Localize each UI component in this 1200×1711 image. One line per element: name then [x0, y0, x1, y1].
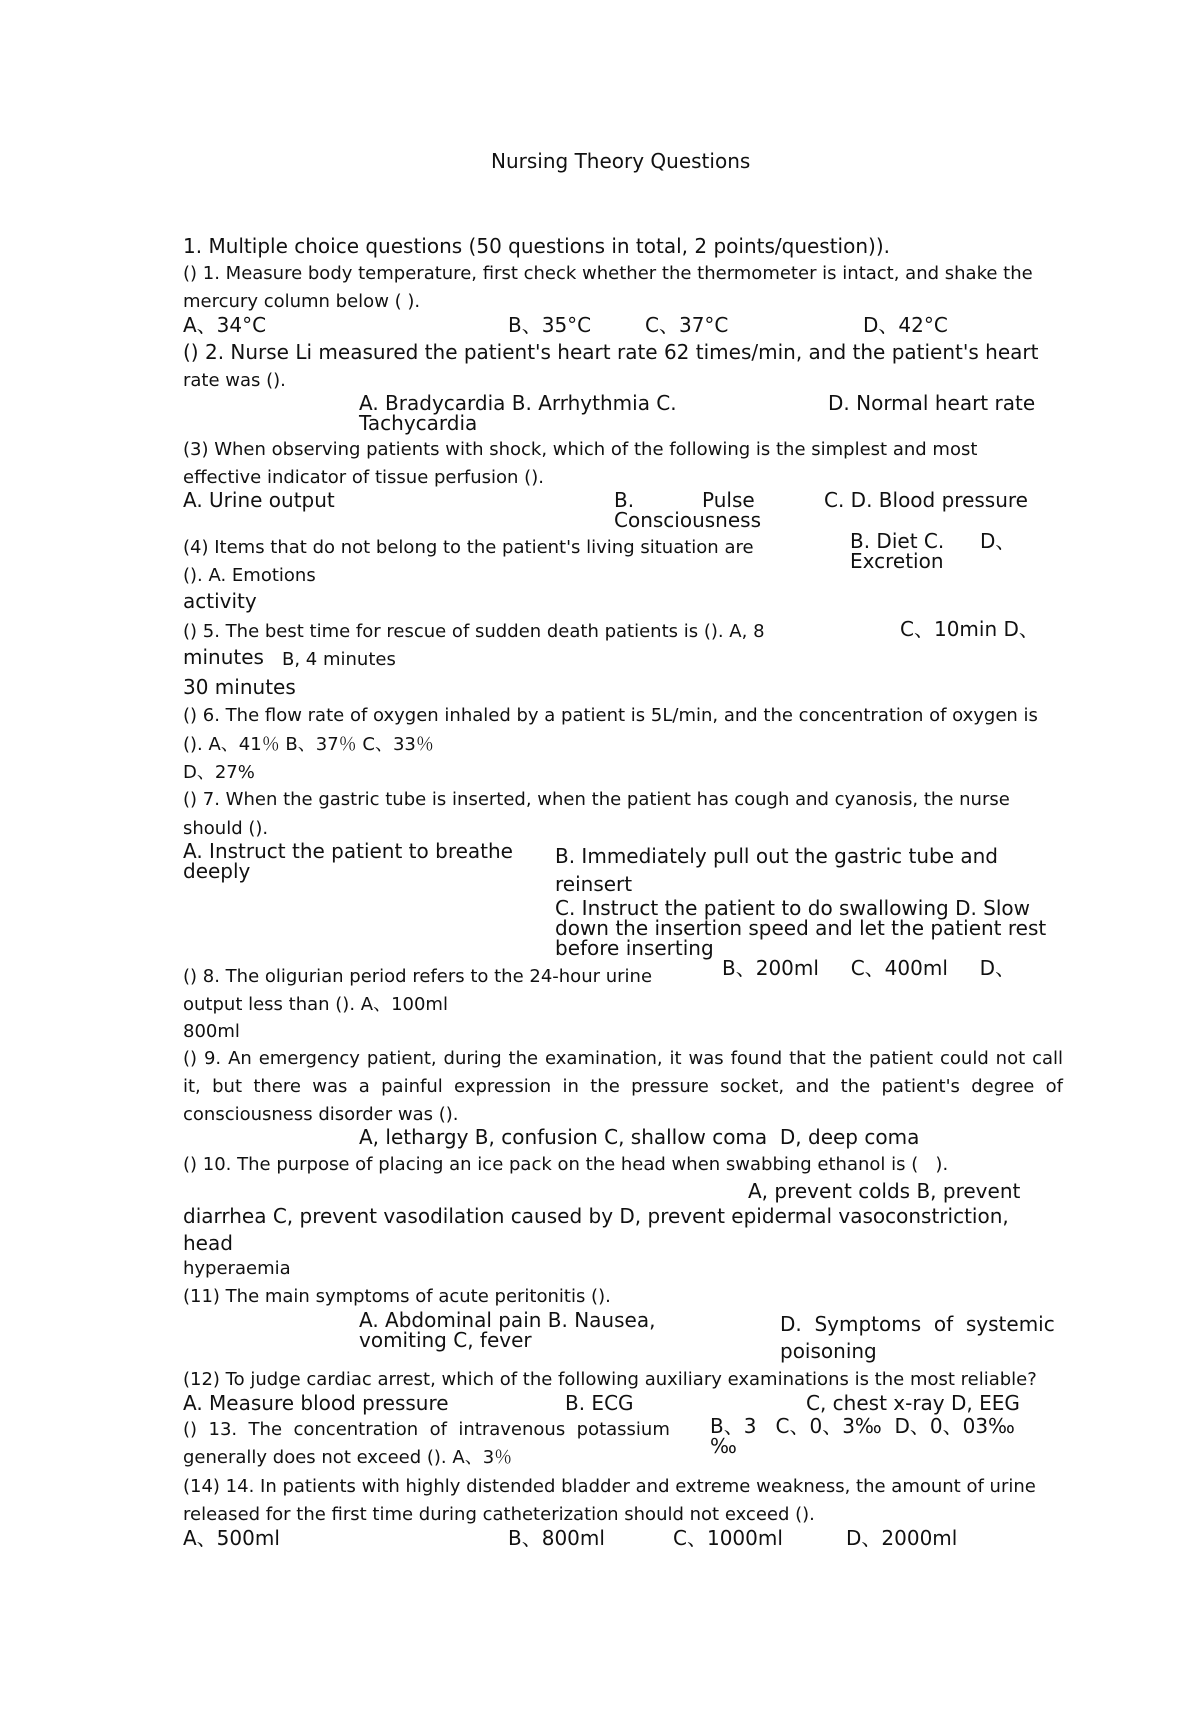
- question-2-stem-cont: rate was ().: [183, 370, 286, 391]
- question-12-stem: (12) To judge cardiac arrest, which of the following auxiliary examinations is the most reliable?: [183, 1369, 1037, 1390]
- question-4-stem: (4) Items that do not belong to the patient's living situation are: [183, 537, 754, 558]
- question-12-option-b: B. ECG: [565, 1391, 634, 1415]
- page-title: Nursing Theory Questions: [491, 149, 751, 173]
- question-5-option-b: B, 4 minutes: [282, 649, 396, 670]
- question-8-options-bcd: B、200ml C、400ml D、: [722, 956, 1016, 980]
- question-4-option-d: D、: [980, 529, 1016, 553]
- question-6-options-abc: (). A、41％ B、37％ C、33％: [183, 734, 434, 755]
- question-13-options-bcd: B、3 C、0、3‰ D、0、03‰: [710, 1414, 1015, 1438]
- question-8-stem: () 8. The oligurian period refers to the 24-hour urine: [183, 966, 653, 987]
- question-3-option-b: B.: [614, 488, 635, 512]
- question-7-option-b: B. Immediately pull out the gastric tube and: [555, 844, 998, 868]
- question-12-option-a: A. Measure blood pressure: [183, 1391, 449, 1415]
- question-1-stem: () 1. Measure body temperature, first check whether the thermometer is intact, and shake the: [183, 263, 1033, 284]
- question-9-stem: () 9. An emergency patient, during the examination, it was found that the patient could not call: [183, 1048, 1063, 1069]
- question-3-option-b-pulse: Pulse: [702, 488, 755, 512]
- question-1-option-b: B、35°C: [508, 313, 592, 337]
- question-14-option-b: B、800ml: [508, 1526, 605, 1550]
- question-14-option-a: A、500ml: [183, 1526, 280, 1550]
- question-8-option-d-cont: 800ml: [183, 1021, 240, 1042]
- question-7-option-c-cont: down the insertion speed and let the patient rest: [555, 916, 1047, 940]
- question-11-options-abc: A. Abdominal pain B. Nausea,: [359, 1308, 656, 1332]
- question-1-option-d: D、42°C: [863, 313, 948, 337]
- question-14-stem-cont: released for the first time during catheterization should not exceed ().: [183, 1504, 815, 1525]
- question-9-options: A, lethargy B, confusion C, shallow coma D, deep coma: [359, 1125, 920, 1149]
- question-12-options-cd: C, chest x-ray D, EEG: [806, 1391, 1020, 1415]
- question-1-stem-cont: mercury column below ( ).: [183, 291, 421, 312]
- question-5-option-d-cont: 30 minutes: [183, 675, 296, 699]
- question-10-option-c-cont: head: [183, 1231, 233, 1255]
- question-13-options-bcd-cont: ‰: [710, 1434, 737, 1458]
- question-3-stem-cont: effective indicator of tissue perfusion ().: [183, 467, 544, 488]
- question-7-stem: () 7. When the gastric tube is inserted, when the patient has cough and cyanosis, the nurse: [183, 789, 1010, 810]
- question-14-stem: (14) 14. In patients with highly distended bladder and extreme weakness, the amount of urine: [183, 1476, 1036, 1497]
- question-13-stem-cont: generally does not exceed (). A、3％: [183, 1447, 513, 1468]
- question-7-option-a-cont: deeply: [183, 859, 251, 883]
- question-2-options-abc-cont: Tachycardia: [359, 411, 478, 435]
- question-2-options-abc: A. Bradycardia B. Arrhythmia C.: [359, 391, 677, 415]
- question-7-option-c-cont-2: before inserting: [555, 936, 714, 960]
- question-11-option-d-cont: poisoning: [780, 1339, 877, 1363]
- question-14-option-c: C、1000ml: [673, 1526, 783, 1550]
- question-10-options-bcd: diarrhea C, prevent vasodilation caused by D, prevent epidermal vasoconstriction,: [183, 1204, 1009, 1228]
- question-9-stem-cont: it, but there was a painful expression in the pressure socket, and the patient's degree of: [183, 1076, 1063, 1097]
- question-7-option-b-cont: reinsert: [555, 872, 633, 896]
- question-11-option-d: D. Symptoms of systemic: [780, 1312, 1055, 1336]
- question-3-option-b-consciousness: Consciousness: [614, 508, 762, 532]
- question-2-option-d: D. Normal heart rate: [828, 391, 1036, 415]
- question-13-stem: () 13. The concentration of intravenous potassium: [183, 1419, 670, 1440]
- question-3-stem: (3) When observing patients with shock, which of the following is the simplest and most: [183, 439, 978, 460]
- question-4-options-bc: B. Diet C.: [850, 529, 945, 553]
- question-7-option-c: C. Instruct the patient to do swallowing D. Slow: [555, 896, 1031, 920]
- question-2-stem: () 2. Nurse Li measured the patient's heart rate 62 times/min, and the patient's heart: [183, 340, 1039, 364]
- question-3-option-a: A. Urine output: [183, 488, 335, 512]
- question-1-option-c: C、37°C: [645, 313, 729, 337]
- question-5-option-a-cont: minutes: [183, 645, 264, 669]
- question-11-options-abc-cont: vomiting C, fever: [359, 1328, 532, 1352]
- question-8-stem-cont: output less than (). A、100ml: [183, 994, 448, 1015]
- question-4-option-a-cont: activity: [183, 589, 257, 613]
- question-11-stem: (11) The main symptoms of acute peritonitis ().: [183, 1286, 611, 1307]
- question-4-option-d-cont: Excretion: [850, 549, 944, 573]
- question-6-stem: () 6. The flow rate of oxygen inhaled by a patient is 5L/min, and the concentration of oxygen is: [183, 705, 1038, 726]
- question-3-options-cd: C. D. Blood pressure: [824, 488, 1028, 512]
- question-6-option-d: D、27%: [183, 762, 255, 783]
- question-10-option-c-cont-2: hyperaemia: [183, 1258, 291, 1279]
- question-5-options-cd: C、10min D、: [900, 617, 1039, 641]
- question-5-stem: () 5. The best time for rescue of sudden death patients is (). A, 8: [183, 621, 765, 642]
- question-7-stem-cont: should ().: [183, 818, 269, 839]
- question-7-option-a: A. Instruct the patient to breathe: [183, 839, 513, 863]
- question-10-stem: () 10. The purpose of placing an ice pack on the head when swabbing ethanol is ( ).: [183, 1154, 949, 1175]
- section-heading: 1. Multiple choice questions (50 questions in total, 2 points/question)).: [183, 234, 890, 258]
- question-10-options-ab: A, prevent colds B, prevent: [748, 1179, 1021, 1203]
- question-9-stem-cont-2: consciousness disorder was ().: [183, 1104, 459, 1125]
- question-1-option-a: A、34°C: [183, 313, 267, 337]
- question-14-option-d: D、2000ml: [846, 1526, 958, 1550]
- question-4-stem-cont: (). A. Emotions: [183, 565, 316, 586]
